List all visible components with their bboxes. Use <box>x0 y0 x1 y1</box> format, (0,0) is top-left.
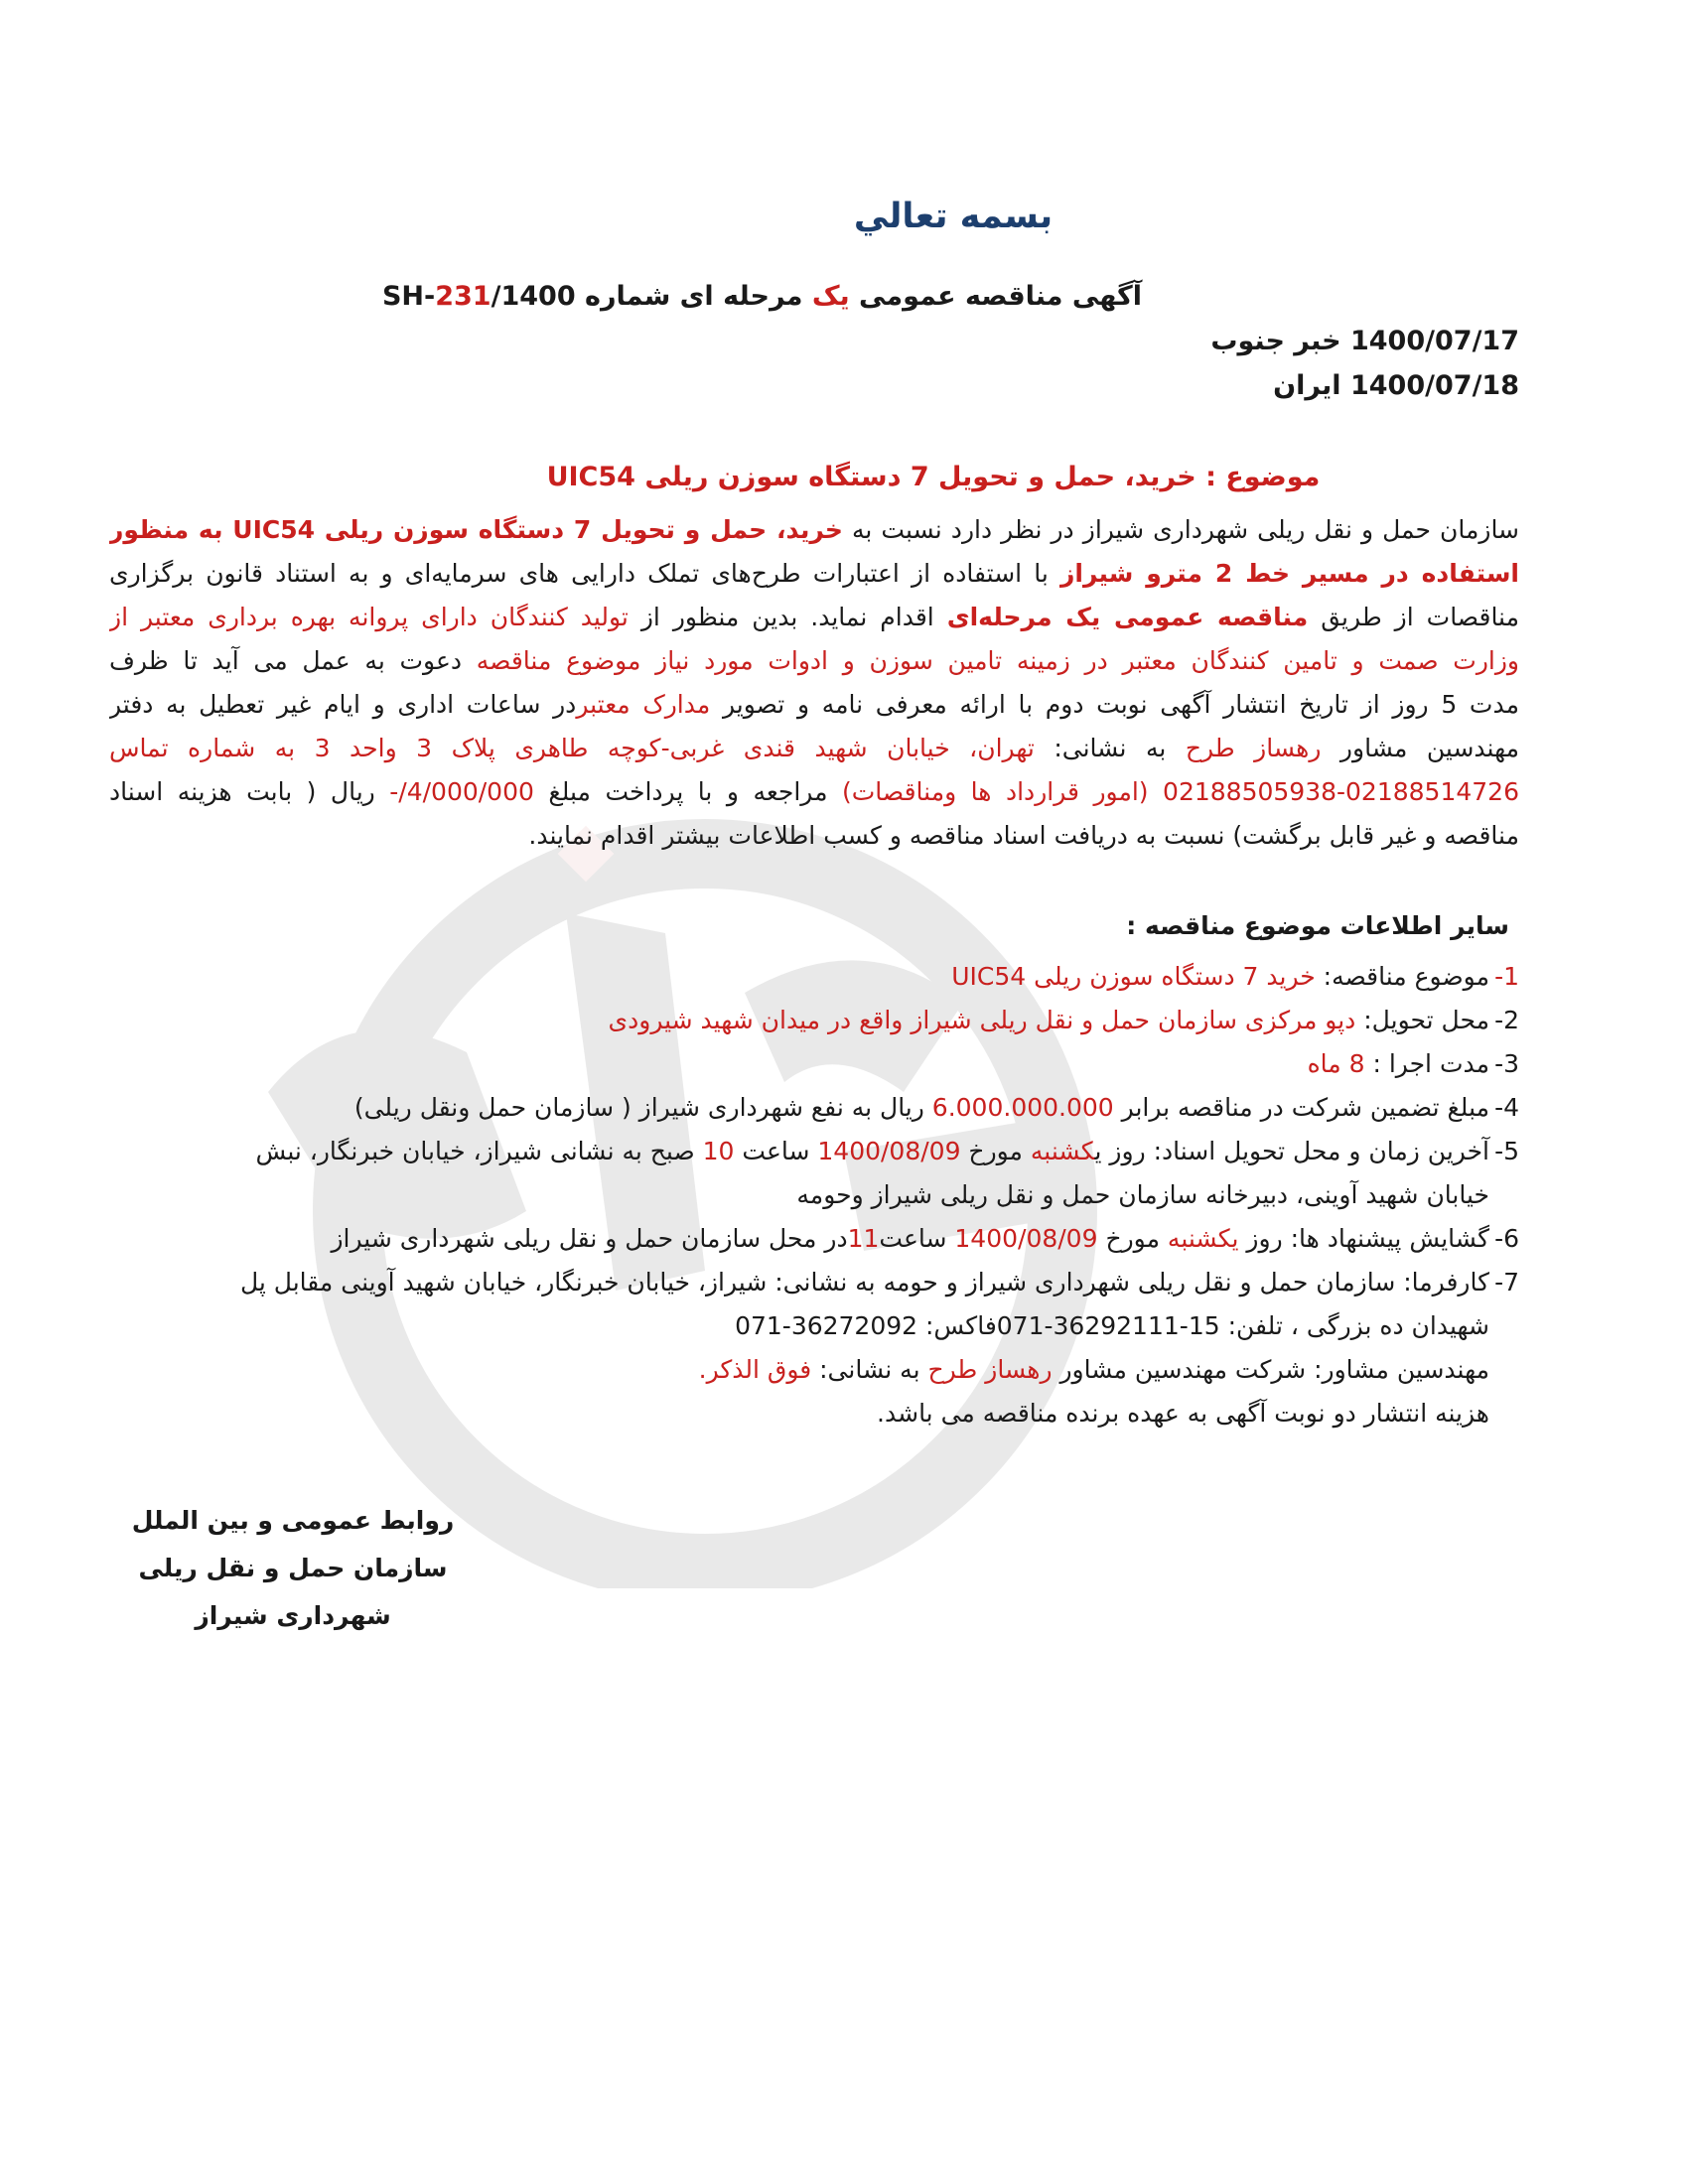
item-label: مورخ <box>960 1137 1031 1165</box>
body-text: مهندسین مشاور <box>1321 734 1519 762</box>
item-label: کارفرما: سازمان حمل و نقل ریلی شهرداری شیراز و حومه به نشانی: شیراز، خیابان خبرنگار، خیابان شهید آوینی مقابل پل <box>239 1268 1489 1297</box>
info-list <box>109 955 1519 1435</box>
item-label: صبح به نشانی شیراز، خیابان خبرنگار، نبش <box>255 1137 703 1165</box>
publication-paper: خبر جنوب <box>1210 326 1341 356</box>
list-item <box>109 1042 1519 1086</box>
item-label: محل تحویل: <box>1355 1006 1489 1034</box>
body-highlight: تولید کنندگان دارای پروانه بهره برداری معتبر از <box>109 603 629 631</box>
publication-2 <box>1273 370 1519 401</box>
body-highlight: مناقصه عمومی یک مرحله‌ای <box>946 603 1309 631</box>
item-label: مورخ <box>1097 1224 1168 1253</box>
list-item-cost-note: هزینه انتشار دو نوبت آگهی به عهده برنده مناقصه می باشد. <box>877 1399 1489 1428</box>
item-label: مدت اجرا : <box>1364 1049 1489 1078</box>
body-text: در ساعات اداری و ایام غیر تعطیل به دفتر <box>109 690 577 719</box>
body-line <box>109 552 1519 596</box>
item-value: کشنبه <box>1030 1137 1095 1165</box>
body-text: مناقصه و غیر قابل برگشت) نسبت به دریافت اسناد مناقصه و کسب اطلاعات بیشتر اقدام نمایند. <box>528 821 1519 850</box>
item-number: -5 <box>1494 1137 1519 1165</box>
item-label: آخرین زمان و محل تحویل اسناد: روز ی <box>1094 1137 1489 1165</box>
item-value: دپو مرکزی سازمان حمل و نقل ریلی شیراز واقع در میدان شهید شیرودی <box>608 1006 1356 1034</box>
item-value: رهساز طرح <box>927 1355 1053 1384</box>
item-date: 1400/08/09 <box>954 1224 1098 1253</box>
list-item <box>109 1261 1519 1304</box>
body-text: مراجعه و با پرداخت مبلغ <box>533 777 842 806</box>
item-label: در محل سازمان حمل و نقل ریلی شهرداری شیراز <box>331 1224 848 1253</box>
body-line <box>109 596 1519 639</box>
item-value: یکشنبه <box>1167 1224 1239 1253</box>
body-highlight: 02188505938-02188514726 (امور قرارداد ها ومناقصات) <box>842 777 1519 806</box>
list-item <box>109 999 1519 1042</box>
headline-one: یک <box>811 281 850 312</box>
notice-year: /1400 <box>491 281 576 312</box>
notice-prefix: SH- <box>381 281 436 312</box>
body-text: ریال ( بابت هزینه اسناد <box>109 777 390 806</box>
body-amount: -/4/000/000 <box>389 777 534 806</box>
list-item-continuation: خیابان شهید آوینی، دبیرخانه سازمان حمل و نقل ریلی شیراز وحومه <box>796 1180 1489 1209</box>
body-highlight: خرید، حمل و تحویل 7 دستگاه سوزن ریلی UIC54 به منظور <box>109 515 843 544</box>
body-line <box>109 770 1519 814</box>
item-value: فوق الذکر. <box>698 1355 812 1384</box>
item-label: مبلغ تضمین شرکت در مناقصه برابر <box>1113 1093 1489 1122</box>
body-line <box>109 683 1519 727</box>
notice-number <box>382 281 576 312</box>
publication-date: 1400/07/18 <box>1349 370 1519 401</box>
item-number: -6 <box>1494 1224 1519 1253</box>
item-value: خرید 7 دستگاه سوزن ریلی UIC54 <box>951 962 1316 991</box>
item-value: 6.000.000.000 <box>931 1093 1114 1122</box>
signature-block <box>109 1497 477 1640</box>
item-label: ریال به نفع شهرداری شیراز ( سازمان حمل ونقل ریلی) <box>353 1093 932 1122</box>
item-label: موضوع مناقصه: <box>1315 962 1489 991</box>
headline-text: آگهی مناقصه عمومی <box>849 281 1142 312</box>
signature-line-2: سازمان حمل و نقل ریلی شهرداری شیراز <box>138 1554 448 1630</box>
body-highlight: وزارت صمت و تامین کنندگان معتبر در زمینه تامین سوزن و ادوات مورد نیاز موضوع مناقصه <box>476 646 1519 675</box>
item-label: مهندسین مشاور: شرکت مهندسین مشاور <box>1052 1355 1489 1384</box>
body-highlight: استفاده در مسیر خط 2 مترو شیراز <box>1060 559 1519 588</box>
publication-date: 1400/07/17 <box>1349 326 1519 356</box>
list-item <box>109 1130 1519 1173</box>
body-line <box>109 727 1519 770</box>
list-item-continuation: شهیدان ده بزرگی ، تلفن: 15-36292111-071فاکس: 36272092-071 <box>735 1311 1489 1340</box>
item-number: -2 <box>1494 1006 1519 1034</box>
body-line <box>109 508 1519 552</box>
body-text: سازمان حمل و نقل ریلی شهرداری شیراز در نظر دارد نسبت به <box>842 515 1519 544</box>
publication-1 <box>1210 326 1519 356</box>
item-number: -3 <box>1494 1049 1519 1078</box>
list-item-consultant <box>109 1348 1519 1392</box>
body-highlight: تهران، خیابان شهید قندی غربی-کوچه طاهری پلاک 3 واحد 3 به شماره تماس <box>109 734 1035 762</box>
body-text: دعوت به عمل می آید تا ظرف <box>109 646 477 675</box>
headline-text-2: مرحله ای شماره <box>575 281 812 312</box>
body-text: با استفاده از اعتبارات طرح‌های تملک دارایی های سرمایه‌ای و به استناد قانون برگزاری <box>109 559 1060 588</box>
item-label: به نشانی: <box>811 1355 928 1384</box>
body-text: به نشانی: <box>1034 734 1186 762</box>
other-info-title: سایر اطلاعات موضوع مناقصه : <box>1126 911 1509 940</box>
body-highlight: رهساز طرح <box>1185 734 1322 762</box>
item-value: 11 <box>847 1224 880 1253</box>
body-text: مناقصات از طریق <box>1308 603 1519 631</box>
body-line <box>109 814 1519 858</box>
notice-subject: موضوع : خرید، حمل و تحویل 7 دستگاه سوزن ریلی UIC54 <box>546 462 1321 492</box>
body-text: مدت 5 روز از تاریخ انتشار آگهی نوبت دوم با ارائه معرفی نامه و تصویر <box>710 690 1519 719</box>
item-value: 8 ماه <box>1307 1049 1365 1078</box>
body-line <box>109 639 1519 683</box>
item-number: -1 <box>1494 962 1519 991</box>
item-date: 1400/08/09 <box>817 1137 961 1165</box>
notice-body <box>109 508 1519 858</box>
item-value: 10 <box>702 1137 735 1165</box>
body-highlight: مدارک معتبر <box>576 690 711 719</box>
publication-paper: ایران <box>1273 370 1341 401</box>
list-item <box>109 1217 1519 1261</box>
item-number: -4 <box>1494 1093 1519 1122</box>
item-label: گشایش پیشنهاد ها: روز <box>1238 1224 1489 1253</box>
signature-line-1: روابط عمومی و بین الملل <box>131 1506 455 1535</box>
notice-num: 231 <box>435 281 492 312</box>
list-item <box>109 955 1519 999</box>
basmala-title: بسمه تعالي <box>853 197 1054 236</box>
item-label: ساعت <box>734 1137 818 1165</box>
list-item <box>109 1086 1519 1130</box>
body-text: اقدام نماید. بدین منظور از <box>628 603 947 631</box>
item-label: ساعت <box>879 1224 955 1253</box>
item-number: -7 <box>1494 1268 1519 1297</box>
notice-headline <box>382 281 1142 312</box>
